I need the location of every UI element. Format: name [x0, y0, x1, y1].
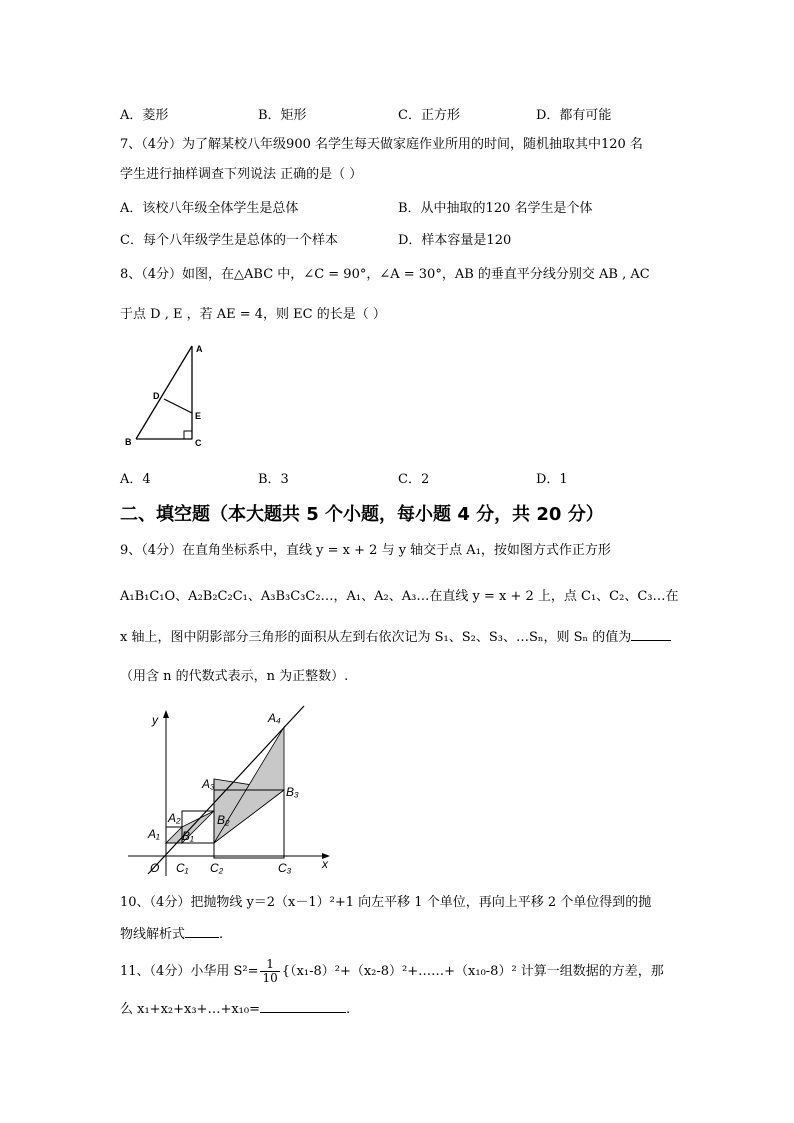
label-e: E — [195, 411, 202, 421]
q8-stem-line2: 于点 D , E ，若 AE = 4，则 EC 的长是（ ） — [120, 307, 386, 322]
q11-prefix: 11、（4分）小华用 S²= — [120, 964, 259, 979]
y-axis-arrow — [163, 710, 169, 718]
label-c: C — [195, 438, 202, 448]
label-a2: A₂ — [168, 811, 181, 825]
label-d: D — [153, 391, 160, 401]
q7-stem-line2: 学生进行抽样调查下列说法 正确的是（ ） — [120, 167, 363, 182]
label-a: A — [196, 344, 203, 354]
q9-stem-line3 — [120, 628, 671, 647]
q6-option-c: C．正方形 — [398, 108, 460, 123]
q11-stem-line2-text: 么 x₁+x₂+x₃+…+x₁₀= — [120, 1002, 260, 1017]
q8-option-d: D．1 — [536, 472, 568, 487]
q7-option-a: A．该校八年级全体学生是总体 — [120, 201, 299, 216]
q8-stem-line1: 8、（4分）如图，在△ABC 中，∠C = 90°，∠A = 30°，AB 的垂直平分线分别交 AB , AC — [120, 267, 650, 282]
q11-fraction — [260, 958, 279, 985]
q6-option-d: D．都有可能 — [536, 108, 612, 123]
q10-stem-line1: 10、（4分）把抛物线 y＝2（x－1）²+1 向左平移 1 个单位，再向上平移 2 个单位得到的抛 — [120, 895, 652, 910]
q7-option-c: C．每个八年级学生是总体的一个样本 — [120, 233, 338, 248]
right-angle-mark — [184, 431, 192, 439]
segment-de — [164, 399, 192, 413]
label-c2: C₂ — [210, 861, 224, 875]
label-c3: C₃ — [278, 861, 292, 875]
q7-option-d: D．样本容量是120 — [398, 233, 512, 248]
q11-period: . — [345, 1002, 351, 1017]
q11-fraction-numerator: 1 — [260, 958, 279, 972]
label-b2: B₂ — [217, 813, 230, 827]
q7-stem-line1: 7、（4分）为了解某校八年级900 名学生每天做家庭作业所用的时间，随机抽取其中120 名 — [120, 137, 643, 152]
q8-option-c: C．2 — [398, 472, 430, 487]
label-y: y — [152, 713, 158, 727]
label-a3: A₃ — [202, 777, 215, 791]
q9-stem-line4: （用含 n 的代数式表示，n 为正整数）. — [120, 669, 349, 684]
side-ab — [136, 346, 192, 439]
section-title-fill-in: 二、填空题（本大题共 5 个小题，每小题 4 分，共 20 分） — [120, 504, 604, 525]
q9-answer-blank — [631, 628, 671, 641]
q6-option-b: B．矩形 — [258, 108, 307, 123]
q9-stem-line3-text: x 轴上，图中阴影部分三角形的面积从左到右依次记为 S₁、S₂、S₃、…Sₙ，则 Sₙ 的值为 — [120, 630, 632, 645]
label-b3: B₃ — [286, 785, 299, 799]
q8-option-a: A．4 — [120, 472, 151, 487]
label-x: x — [322, 857, 328, 871]
label-b1: B₁ — [182, 829, 194, 843]
q6-option-a: A．菱形 — [120, 108, 169, 123]
q10-period: . — [219, 927, 224, 942]
q11-answer-blank — [260, 1000, 346, 1013]
q10-answer-blank — [185, 925, 219, 938]
q7-option-b: B．从中抽取的120 名学生是个体 — [398, 201, 593, 216]
label-c1: C₁ — [176, 861, 189, 875]
q8-option-b: B．3 — [258, 472, 289, 487]
q11-fraction-denominator: 10 — [262, 971, 278, 985]
q9-stem-line1: 9、（4分）在直角坐标系中，直线 y = x + 2 与 y 轴交于点 A₁，按如图方式作正方形 — [120, 543, 611, 558]
label-o: O — [150, 861, 160, 875]
q9-stem-line2: A₁B₁C₁O、A₂B₂C₂C₁、A₃B₃C₃C₂…，A₁、A₂、A₃…在直线 y = x + 2 上，点 C₁、C₂、C₃…在 — [120, 589, 679, 604]
q9-squares-figure — [118, 704, 338, 884]
q11-suffix: {（x₁-8）²+（x₂-8）²+……+（x₁₀-8）² 计算一组数据的方差，那 — [281, 964, 664, 979]
q10-stem-line2 — [120, 925, 223, 944]
label-a1: A₁ — [148, 827, 160, 841]
q11-stem-line2 — [120, 1000, 350, 1019]
q8-triangle-figure — [116, 338, 216, 456]
q11-stem-line1 — [120, 957, 664, 987]
label-b: B — [125, 437, 132, 447]
label-a4: A₄ — [268, 711, 281, 725]
q10-stem-line2-text: 物线解析式 — [120, 927, 186, 942]
